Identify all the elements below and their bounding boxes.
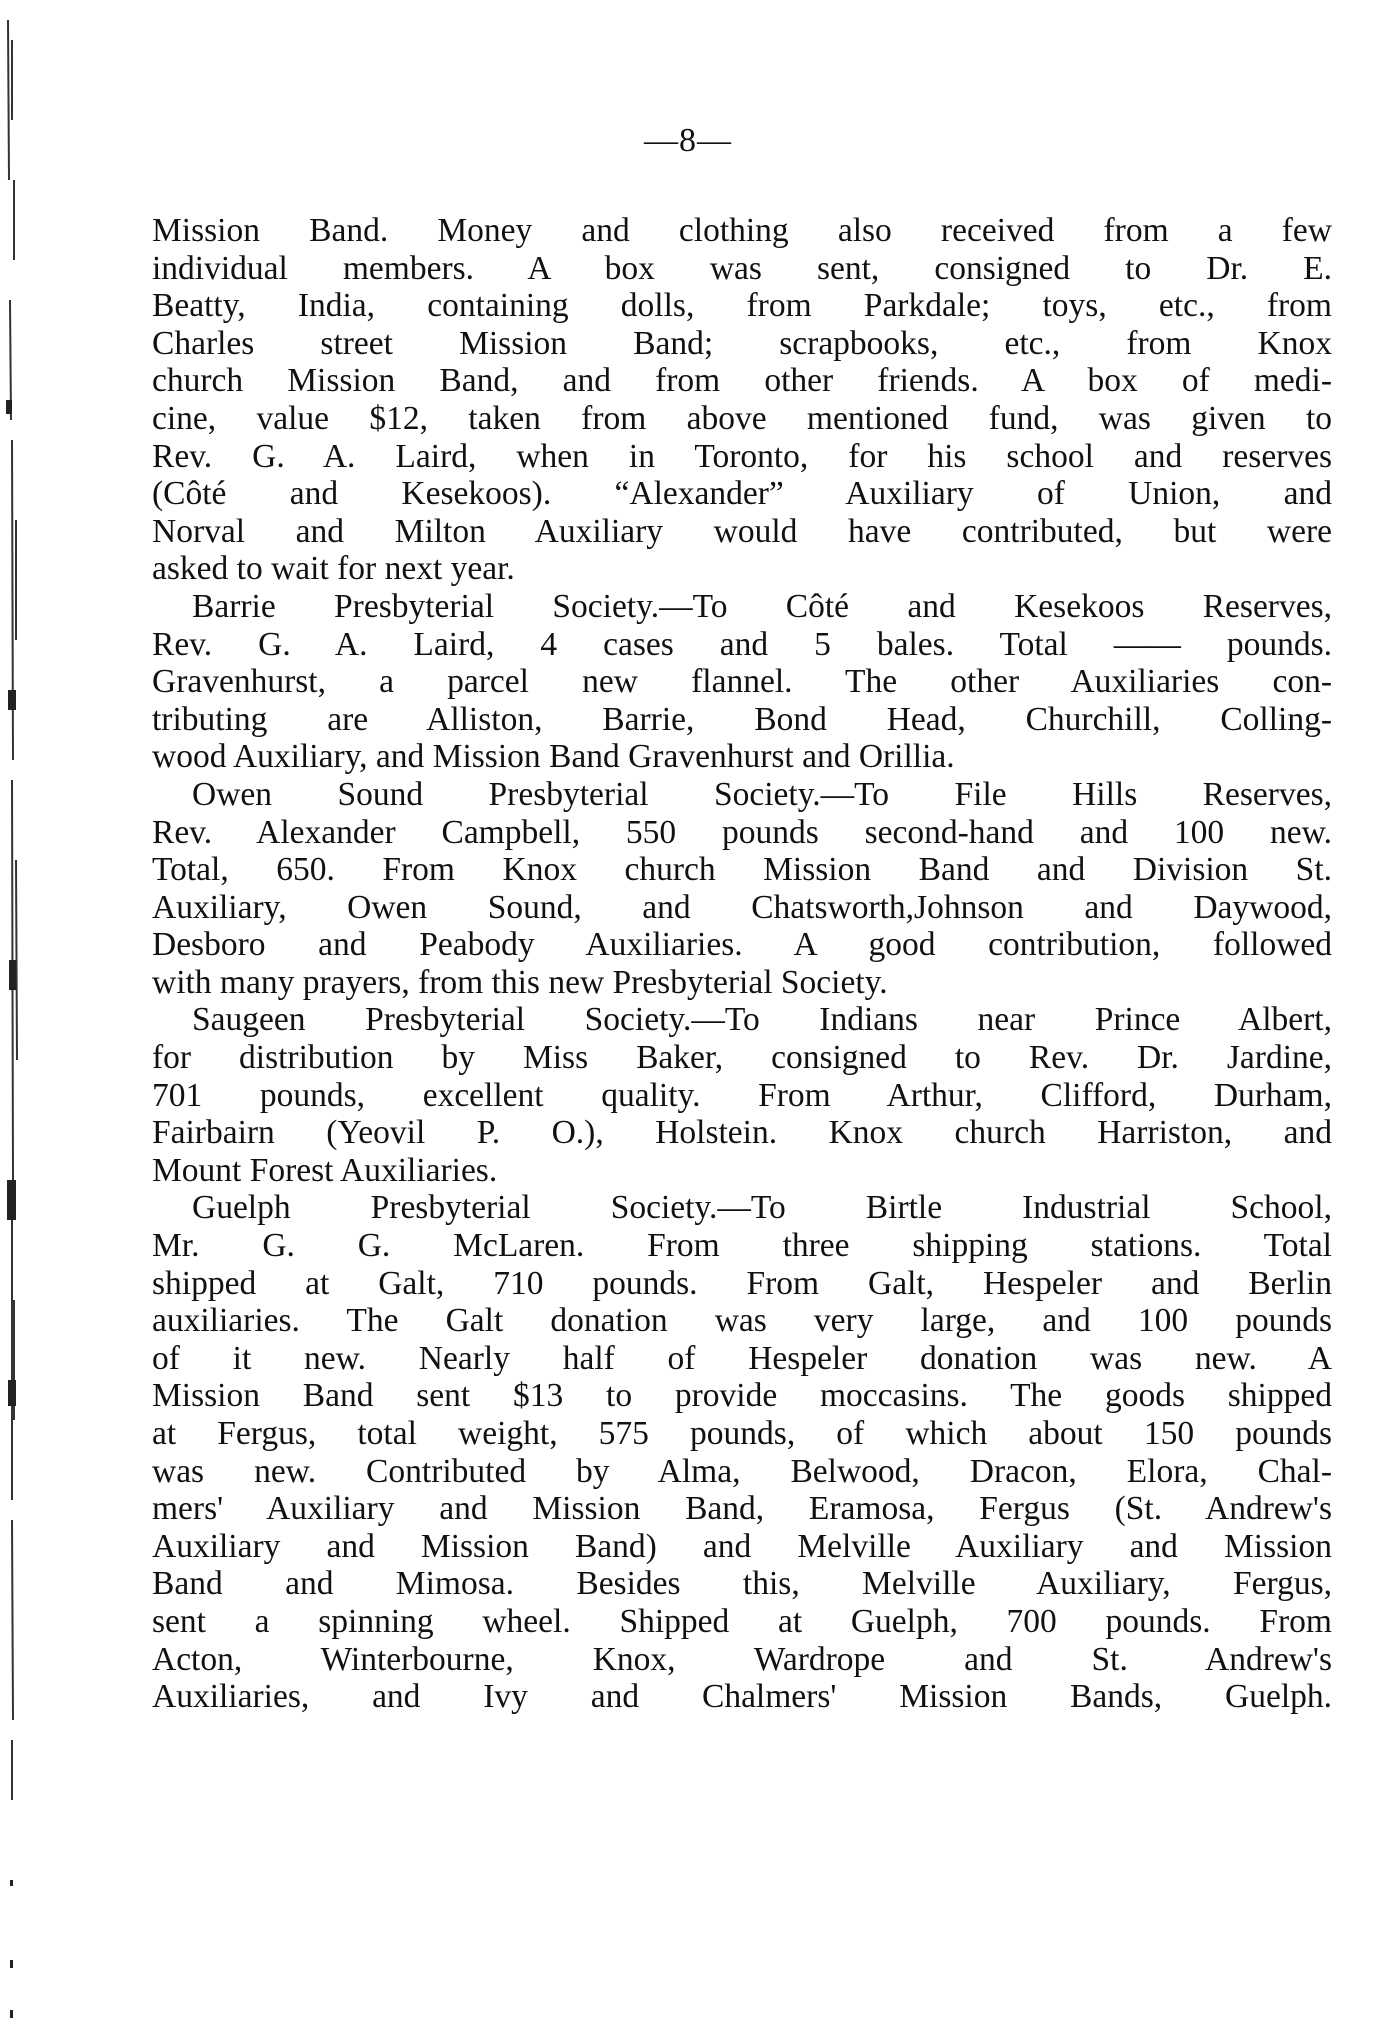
text-line: tributing are Alliston, Barrie, Bond Head, Churchill, Colling- — [152, 700, 1332, 738]
page-number: —8— — [644, 122, 732, 159]
text-line: auxiliaries. The Galt donation was very large, and 100 pounds — [152, 1302, 1332, 1340]
text-line: Auxiliary, Owen Sound, and Chatsworth,Johnson and Daywood, — [152, 888, 1332, 926]
text-line: Guelph Presbyterial Society.—To Birtle Industrial School, — [192, 1189, 1332, 1227]
text-line: mers' Auxiliary and Mission Band, Eramosa, Fergus (St. Andrew's — [152, 1490, 1332, 1528]
text-line: Auxiliary and Mission Band) and Melville Auxiliary and Mission — [152, 1527, 1332, 1565]
text-line: 701 pounds, excellent quality. From Arthur, Clifford, Durham, — [152, 1076, 1332, 1114]
binding-edge-marks — [0, 0, 34, 2034]
text-line: Auxiliaries, and Ivy and Chalmers' Mission Bands, Guelph. — [152, 1678, 1332, 1716]
text-line: wood Auxiliary, and Mission Band Gravenhurst and Orillia. — [152, 738, 955, 776]
text-line: Acton, Winterbourne, Knox, Wardrope and St. Andrew's — [152, 1640, 1332, 1678]
text-line: Desboro and Peabody Auxiliaries. A good contribution, followed — [152, 926, 1332, 964]
text-line: church Mission Band, and from other friends. A box of medi- — [152, 362, 1332, 400]
text-line: Norval and Milton Auxiliary would have contributed, but were — [152, 512, 1332, 550]
text-line: Band and Mimosa. Besides this, Melville Auxiliary, Fergus, — [152, 1565, 1332, 1603]
text-line: Mission Band. Money and clothing also received from a few — [152, 212, 1332, 249]
text-line: of it new. Nearly half of Hespeler donation was new. A — [152, 1339, 1332, 1377]
text-line: Gravenhurst, a parcel new flannel. The other Auxiliaries con- — [152, 663, 1332, 701]
text-line: with many prayers, from this new Presbyterial Society. — [152, 963, 888, 1001]
text-line: for distribution by Miss Baker, consigned to Rev. Dr. Jardine, — [152, 1039, 1332, 1077]
text-line: Mission Band sent $13 to provide moccasins. The goods shipped — [152, 1377, 1332, 1415]
text-line: cine, value $12, taken from above mentioned fund, was given to — [152, 399, 1332, 437]
text-line: sent a spinning wheel. Shipped at Guelph, 700 pounds. From — [152, 1602, 1332, 1640]
text-line: Rev. Alexander Campbell, 550 pounds second-hand and 100 new. — [152, 813, 1332, 851]
text-line: Mount Forest Auxiliaries. — [152, 1151, 498, 1189]
text-line: Total, 650. From Knox church Mission Band and Division St. — [152, 851, 1332, 889]
text-line: Mr. G. G. McLaren. From three shipping stations. Total — [152, 1227, 1332, 1265]
text-line: individual members. A box was sent, consigned to Dr. E. — [152, 249, 1332, 287]
text-line: Barrie Presbyterial Society.—To Côté and Kesekoos Reserves, — [192, 587, 1332, 625]
body-text — [152, 212, 1332, 1716]
text-line: Beatty, India, containing dolls, from Parkdale; toys, etc., from — [152, 287, 1332, 325]
text-line: Rev. G. A. Laird, 4 cases and 5 bales. Total —— pounds. — [152, 625, 1332, 663]
text-line: was new. Contributed by Alma, Belwood, Dracon, Elora, Chal- — [152, 1452, 1332, 1490]
text-line: shipped at Galt, 710 pounds. From Galt, Hespeler and Berlin — [152, 1264, 1332, 1302]
text-line: Owen Sound Presbyterial Society.—To File Hills Reserves, — [192, 775, 1332, 813]
text-line: at Fergus, total weight, 575 pounds, of which about 150 pounds — [152, 1415, 1332, 1452]
text-line: Charles street Mission Band; scrapbooks, etc., from Knox — [152, 324, 1332, 362]
text-line: Saugeen Presbyterial Society.—To Indians near Prince Albert, — [192, 1001, 1332, 1039]
text-line: Rev. G. A. Laird, when in Toronto, for his school and reserves — [152, 437, 1332, 475]
text-line: Fairbairn (Yeovil P. O.), Holstein. Knox church Harriston, and — [152, 1114, 1332, 1152]
text-line: (Côté and Kesekoos). “Alexander” Auxiliary of Union, and — [152, 475, 1332, 513]
text-line: asked to wait for next year. — [152, 550, 515, 588]
